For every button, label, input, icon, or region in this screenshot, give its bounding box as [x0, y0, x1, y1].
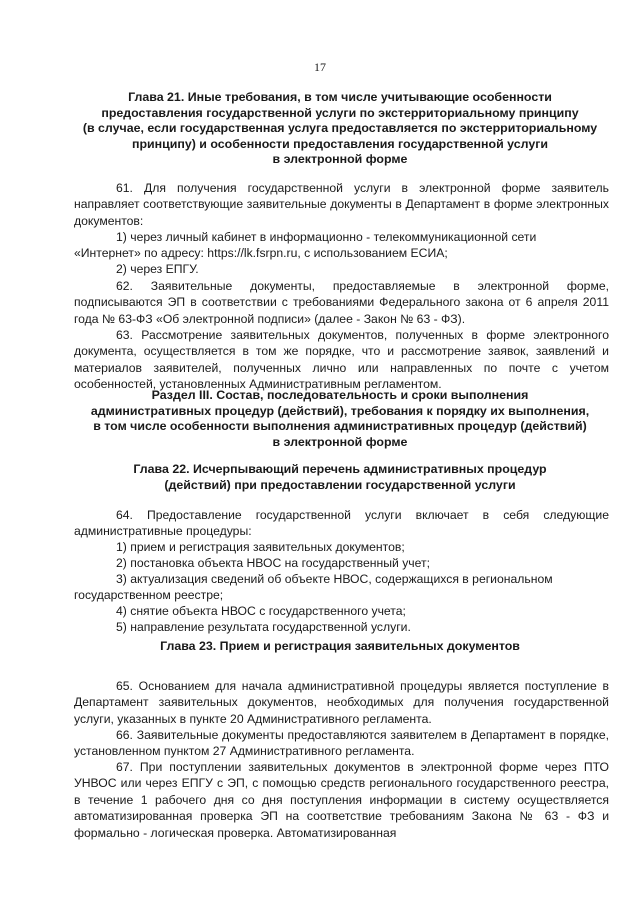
heading-line: предоставления государственной услуги по экстерриториальному принципу	[101, 105, 579, 120]
section-3-heading	[70, 388, 610, 450]
list-item: государственном реестре;	[74, 588, 224, 602]
heading-line: принципу) и особенности предоставления государственной услуги	[131, 136, 549, 151]
chapter-23-heading	[70, 639, 610, 655]
list-item: 2) постановка объекта НВОС на государственный учет;	[116, 556, 430, 570]
paragraph-66: 66. Заявительные документы предоставляются заявителем в Департамент в порядке, установленном пунктом 27 Административного регламента.	[74, 728, 609, 759]
list-item: 1) через личный кабинет в информационно - телекоммуникационной сети	[116, 230, 537, 244]
list-item: 2) через ЕПГУ.	[116, 262, 199, 276]
chapter-21-heading	[70, 90, 610, 168]
paragraph-63: 63. Рассмотрение заявительных документов, полученных в форме электронного документа, осуществляется в том же порядке, что и рассмотрение заявок, заявлений и материалов заявителей, полученных лично или направленных по почте с учетом особенностей, установленных Административным регламентом.	[74, 328, 609, 392]
heading-line: Раздел III. Состав, последовательность и сроки выполнения	[151, 388, 529, 402]
list-item: 4) снятие объекта НВОС с государственного учета;	[116, 604, 406, 618]
heading-line: (действий) при предоставлении государственной услуги	[164, 477, 516, 492]
heading-line: в электронной форме	[272, 434, 408, 449]
heading-line: (в случае, если государственная услуга предоставляется по экстерриториальному	[82, 121, 598, 135]
heading-line: Глава 22. Исчерпывающий перечень административных процедур	[133, 462, 547, 476]
heading-line: Глава 21. Иные требования, в том числе учитывающие особенности	[128, 90, 552, 104]
paragraph-62: 62. Заявительные документы, предоставляемые в электронной форме, подписываются ЭП в соответствии с требованиями Федерального закона от 6 апреля 2011 года № 63-ФЗ «Об электронной подписи» (далее - Закон № 63 - ФЗ).	[74, 279, 609, 326]
list-item: «Интернет» по адресу: https://lk.fsrpn.ru, с использованием ЕСИА;	[74, 246, 448, 260]
heading-line: административных процедур (действий), требования к порядку их выполнения,	[90, 403, 590, 418]
paragraph-65: 65. Основанием для начала административной процедуры является поступление в Департамент заявительных документов, необходимых для получения государственной услуги, указанных в пункте 20 Административного регламента.	[74, 679, 609, 726]
heading-line: в электронной форме	[272, 152, 408, 166]
heading-line: в том числе особенности выполнения административных процедур (действий)	[93, 419, 587, 433]
list-item: 3) актуализация сведений об объекте НВОС, содержащихся в региональном	[116, 572, 553, 586]
paragraph-67: 67. При поступлении заявительных документов в электронной форме через ПТО УНВОС или через ЕПГУ с ЭП, с помощью средств регионального государственного реестра, в течение 1 рабочего дня со дня поступления информации в систему осуществляется автоматизированная проверка ЭП на соответствие требованиям Закона № 63 - ФЗ и формально - логическая проверка. Автоматизированная	[74, 760, 609, 840]
page-number: 17	[314, 60, 326, 74]
list-item: 1) прием и регистрация заявительных документов;	[116, 540, 405, 554]
chapter-22-heading	[70, 462, 610, 493]
heading-line: Глава 23. Прием и регистрация заявительных документов	[160, 639, 520, 653]
paragraph-64: 64. Предоставление государственной услуги включает в себя следующие административные процедуры:	[74, 508, 609, 539]
list-item: 5) направление результата государственной услуги.	[116, 620, 411, 634]
paragraph-61: 61. Для получения государственной услуги в электронной форме заявитель направляет соответствующие заявительные документы в Департамент в форме электронных документов:	[74, 181, 609, 228]
